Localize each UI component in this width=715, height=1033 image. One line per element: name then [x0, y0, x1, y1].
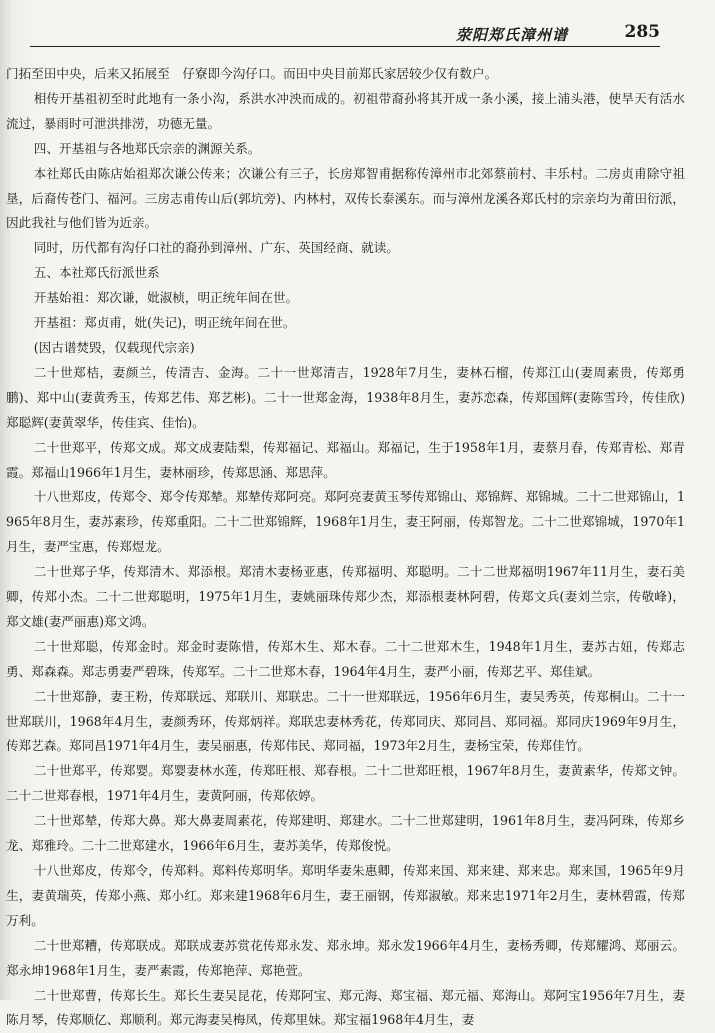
paragraph: 二十世郑静，妻王粉，传郑联远、郑联川、郑联忠。二十一世郑联远，1956年6月生，妻吴秀英，传郑桐山。二十一世郑联川，1968年4月生，妻颜秀环，传郑炳祥。郑联忠妻林秀花，传郑同庆、郑同昌、郑同福。郑同庆1969年9月生，传郑艺森。郑同昌1971年4月生，妻吴丽惠，传郑伟民、郑同福，1973年2月生，妻杨宝荣，传郑佳竹。	[6, 688, 685, 754]
paragraph: 十八世郑皮，传郑令，传郑料。郑料传郑明华。郑明华妻朱惠卿，传郑来国、郑来建、郑来忠。郑来国，1965年9月生，妻黄瑞英，传郑小燕、郑小红。郑来建1968年6月生，妻王丽钢，传郑淑敏。郑来忠1971年2月生，妻林碧霞，传郑万利。	[6, 863, 685, 928]
paragraph: 相传开基祖初至时此地有一条小沟，系洪水冲泱而成的。初祖带裔孙将其开成一条小溪，接上浦头港，使旱天有活水流过，暴雨时可泄洪排涝，功德无量。	[6, 90, 685, 131]
paragraph: 二十世郑糟，传郑联成。郑联成妻苏赏花传郑永发、郑永坤。郑永发1966年4月生，妻杨秀卿，传郑耀鸿、郑丽云。郑永坤1968年1月生，妻严素霞，传郑艳萍、郑艳萱。	[6, 937, 685, 978]
paragraph: (因古谱焚毁，仅载现代宗亲)	[33, 339, 195, 355]
paragraph: 本社郑氏由陈店始祖郑次谦公传来；次谦公有三子，长房郑智甫据称传漳州市北郊蔡前村、丰乐村。二房贞甫除守祖垦，后裔传苍门、福河。三房志甫传山后(郭坑旁)、内林村，双传长泰溪东。而与漳州龙溪各郑氏村的宗亲均为莆田衍派，因此我社与他们皆为近亲。	[6, 165, 685, 231]
paragraph: 十八世郑皮，传郑令、郑令传郑辇。郑辇传郑阿亮。郑阿亮妻黄玉琴传郑锦山、郑锦辉、郑锦城。二十二世郑锦山，1965年8月生，妻苏素珍，传郑重阳。二十二世郑锦辉，1968年1月生，妻王阿丽，传郑智龙。二十二世郑锦城，1970年1月生，妻严宝惠，传郑煜龙。	[6, 489, 685, 555]
paragraph: 二十世郑子华，传郑清木、郑添根。郑清木妻杨亚惠，传郑福明、郑聪明。二十二世郑福明1967年11月生，妻石美卿，传郑小杰。二十二世郑聪明，1975年1月生，妻姚丽珠传郑少杰，郑添根妻林阿碧，传郑文兵(妻刘兰宗，传敬峰)，郑文雄(妻严丽惠)郑文鸿。	[6, 564, 685, 629]
paragraph: 开基始祖：郑次谦，妣淑桢，明正统年间在世。	[33, 290, 299, 306]
body-text	[6, 62, 685, 1033]
paragraph: 五、本社郑氏衍派世系	[33, 265, 160, 281]
page-header	[30, 22, 660, 47]
paragraph: 二十世郑辇，传郑大鼻。郑大鼻妻周素花，传郑建明、郑建水。二十二世郑建明，1961年8月生，妻冯阿珠，传郑乡龙、郑雅玲。二十二世郑建水，1966年6月生，妻苏美华，传郑俊悦。	[6, 813, 685, 854]
running-title: 荥阳郑氏漳州谱	[455, 26, 568, 44]
page-number: 285	[624, 22, 660, 42]
paragraph: 二十世郑平，传郑文成。郑文成妻陆梨，传郑福记、郑福山。郑福记，生于1958年1月，妻蔡月春，传郑青松、郑青霞。郑福山1966年1月生，妻林丽珍，传郑思涵、郑思萍。	[6, 439, 685, 480]
paragraph: 开基祖：郑贞甫，妣(失记)，明正统年间在世。	[33, 315, 296, 331]
paragraph: 二十世郑平，传郑婴。郑婴妻林水莲，传郑旺根、郑春根。二十二世郑旺根，1967年8月生，妻黄素华，传郑文钟。二十二世郑春根，1971年4月生，妻黄阿丽，传郑依婷。	[6, 763, 685, 804]
paragraph: 四、开基祖与各地郑氏宗亲的渊源关系。	[33, 140, 261, 156]
paragraph: 二十世郑桔，妻颜兰，传清吉、金海。二十一世郑清吉，1928年7月生，妻林石榴，传郑江山(妻周素贵，传郑勇鹏)、郑中山(妻黄秀玉，传郑艺伟、郑艺彬)。二十一世郑金海，1938年8月生，妻苏恋森，传郑国辉(妻陈雪玲，传佳欣)郑聪辉(妻黄翠华，传佳宾、佳怡)。	[6, 364, 685, 430]
paragraph: 二十世郑曹，传郑长生。郑长生妻吴昆花，传郑阿宝、郑元海、郑宝福、郑元福、郑海山。郑阿宝1956年7月生，妻陈月琴，传郑顺亿、郑顺利。郑元海妻吴梅凤，传郑里妹。郑宝福1968年4月生，妻	[6, 987, 685, 1028]
paragraph: 门拓至田中央，后来又拓展至 仔寮即今沟仔口。而田中央目前郑氏家居较少仅有数户。	[6, 66, 498, 81]
paragraph: 二十世郑聪，传郑金时。郑金时妻陈惜，传郑木生、郑木春。二十二世郑木生，1948年1月生，妻苏古妞，传郑志勇、郑森森。郑志勇妻严碧珠，传郑军。二十二世郑木春，1964年4月生，妻严小丽，传郑艺平、郑佳斌。	[6, 638, 685, 679]
paragraph: 同时，历代都有沟仔口社的裔孙到漳州、广东、英国经商、就读。	[33, 240, 399, 256]
